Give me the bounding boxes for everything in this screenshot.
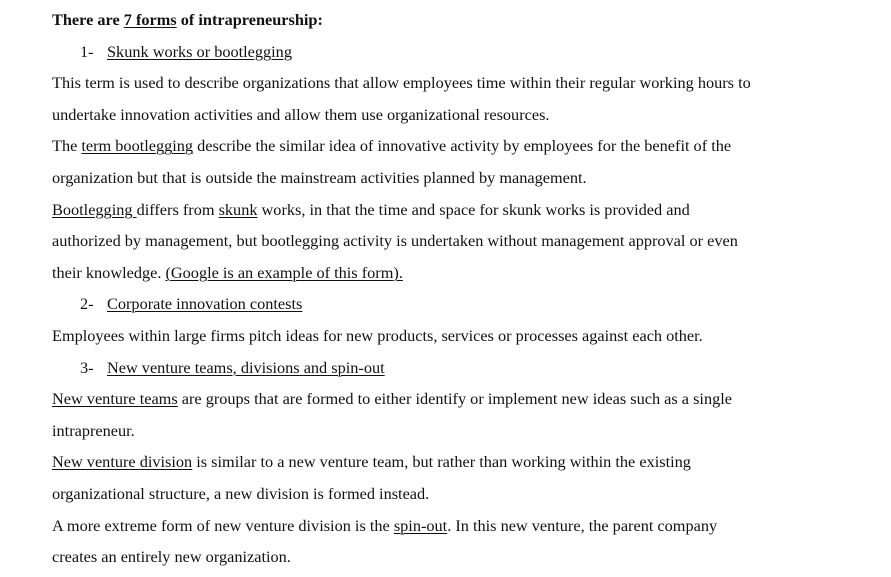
paragraph-line: organization but that is outside the mainstream activities planned by management. <box>52 167 587 187</box>
text-run: . In this new venture, the parent company <box>447 515 718 535</box>
text-run: A more extreme form of new venture division is the <box>52 515 394 535</box>
paragraph-line: creates an entirely new organization. <box>52 547 291 567</box>
text-run: The <box>52 136 82 156</box>
section-heading-new-venture <box>52 352 882 384</box>
underlined-term: spin-out <box>393 515 448 535</box>
document-title <box>52 4 882 36</box>
paragraph-line <box>52 194 882 226</box>
paragraph-line: Employees within large firms pitch ideas for new products, services or processes against each other. <box>52 325 703 345</box>
section-number: 3- <box>80 357 94 377</box>
text-run: differs from <box>136 199 219 219</box>
section-heading-text: Corporate innovation contests <box>107 294 303 314</box>
title-prefix: There are <box>52 10 124 29</box>
underlined-term: term bootlegging <box>81 136 194 156</box>
paragraph-line <box>52 257 882 289</box>
text-run: their knowledge. <box>52 262 166 282</box>
paragraph-line <box>52 510 882 542</box>
paragraph-line: This term is used to describe organizations that allow employees time within their regular working hours to <box>52 73 751 93</box>
underlined-term: New venture teams <box>52 389 178 409</box>
paragraph-line: authorized by management, but bootlegging activity is undertaken without management approval or even <box>52 231 738 251</box>
text-run: is similar to a new venture team, but rather than working within the existing <box>192 452 691 472</box>
section-heading-skunk-works <box>52 36 882 68</box>
section-heading-text: Skunk works or bootlegging <box>107 41 292 61</box>
paragraph-line <box>52 383 882 415</box>
paragraph-line: undertake innovation activities and allow them use organizational resources. <box>52 104 550 124</box>
paragraph-line <box>52 446 882 478</box>
section-number: 1- <box>80 41 94 61</box>
paragraph-line: organizational structure, a new division is formed instead. <box>52 483 430 503</box>
underlined-example: (Google is an example of this form). <box>165 262 403 282</box>
title-suffix: of intrapreneurship: <box>176 10 323 29</box>
text-run: are groups that are formed to either identify or implement new ideas such as a single <box>177 389 732 409</box>
title-highlight: 7 forms <box>123 10 177 29</box>
section-heading-text: New venture teams, divisions and spin-out <box>107 357 385 377</box>
paragraph-line: intrapreneur. <box>52 420 135 440</box>
text-run: works, in that the time and space for skunk works is provided and <box>257 199 690 219</box>
paragraph-line <box>52 130 882 162</box>
section-number: 2- <box>80 294 94 314</box>
underlined-term: New venture division <box>52 452 193 472</box>
underlined-term: Bootlegging <box>52 199 137 219</box>
section-heading-innovation-contests <box>52 288 882 320</box>
text-run: describe the similar idea of innovative activity by employees for the benefit of the <box>193 136 732 156</box>
underlined-term: skunk <box>218 199 258 219</box>
document-body <box>52 4 882 573</box>
